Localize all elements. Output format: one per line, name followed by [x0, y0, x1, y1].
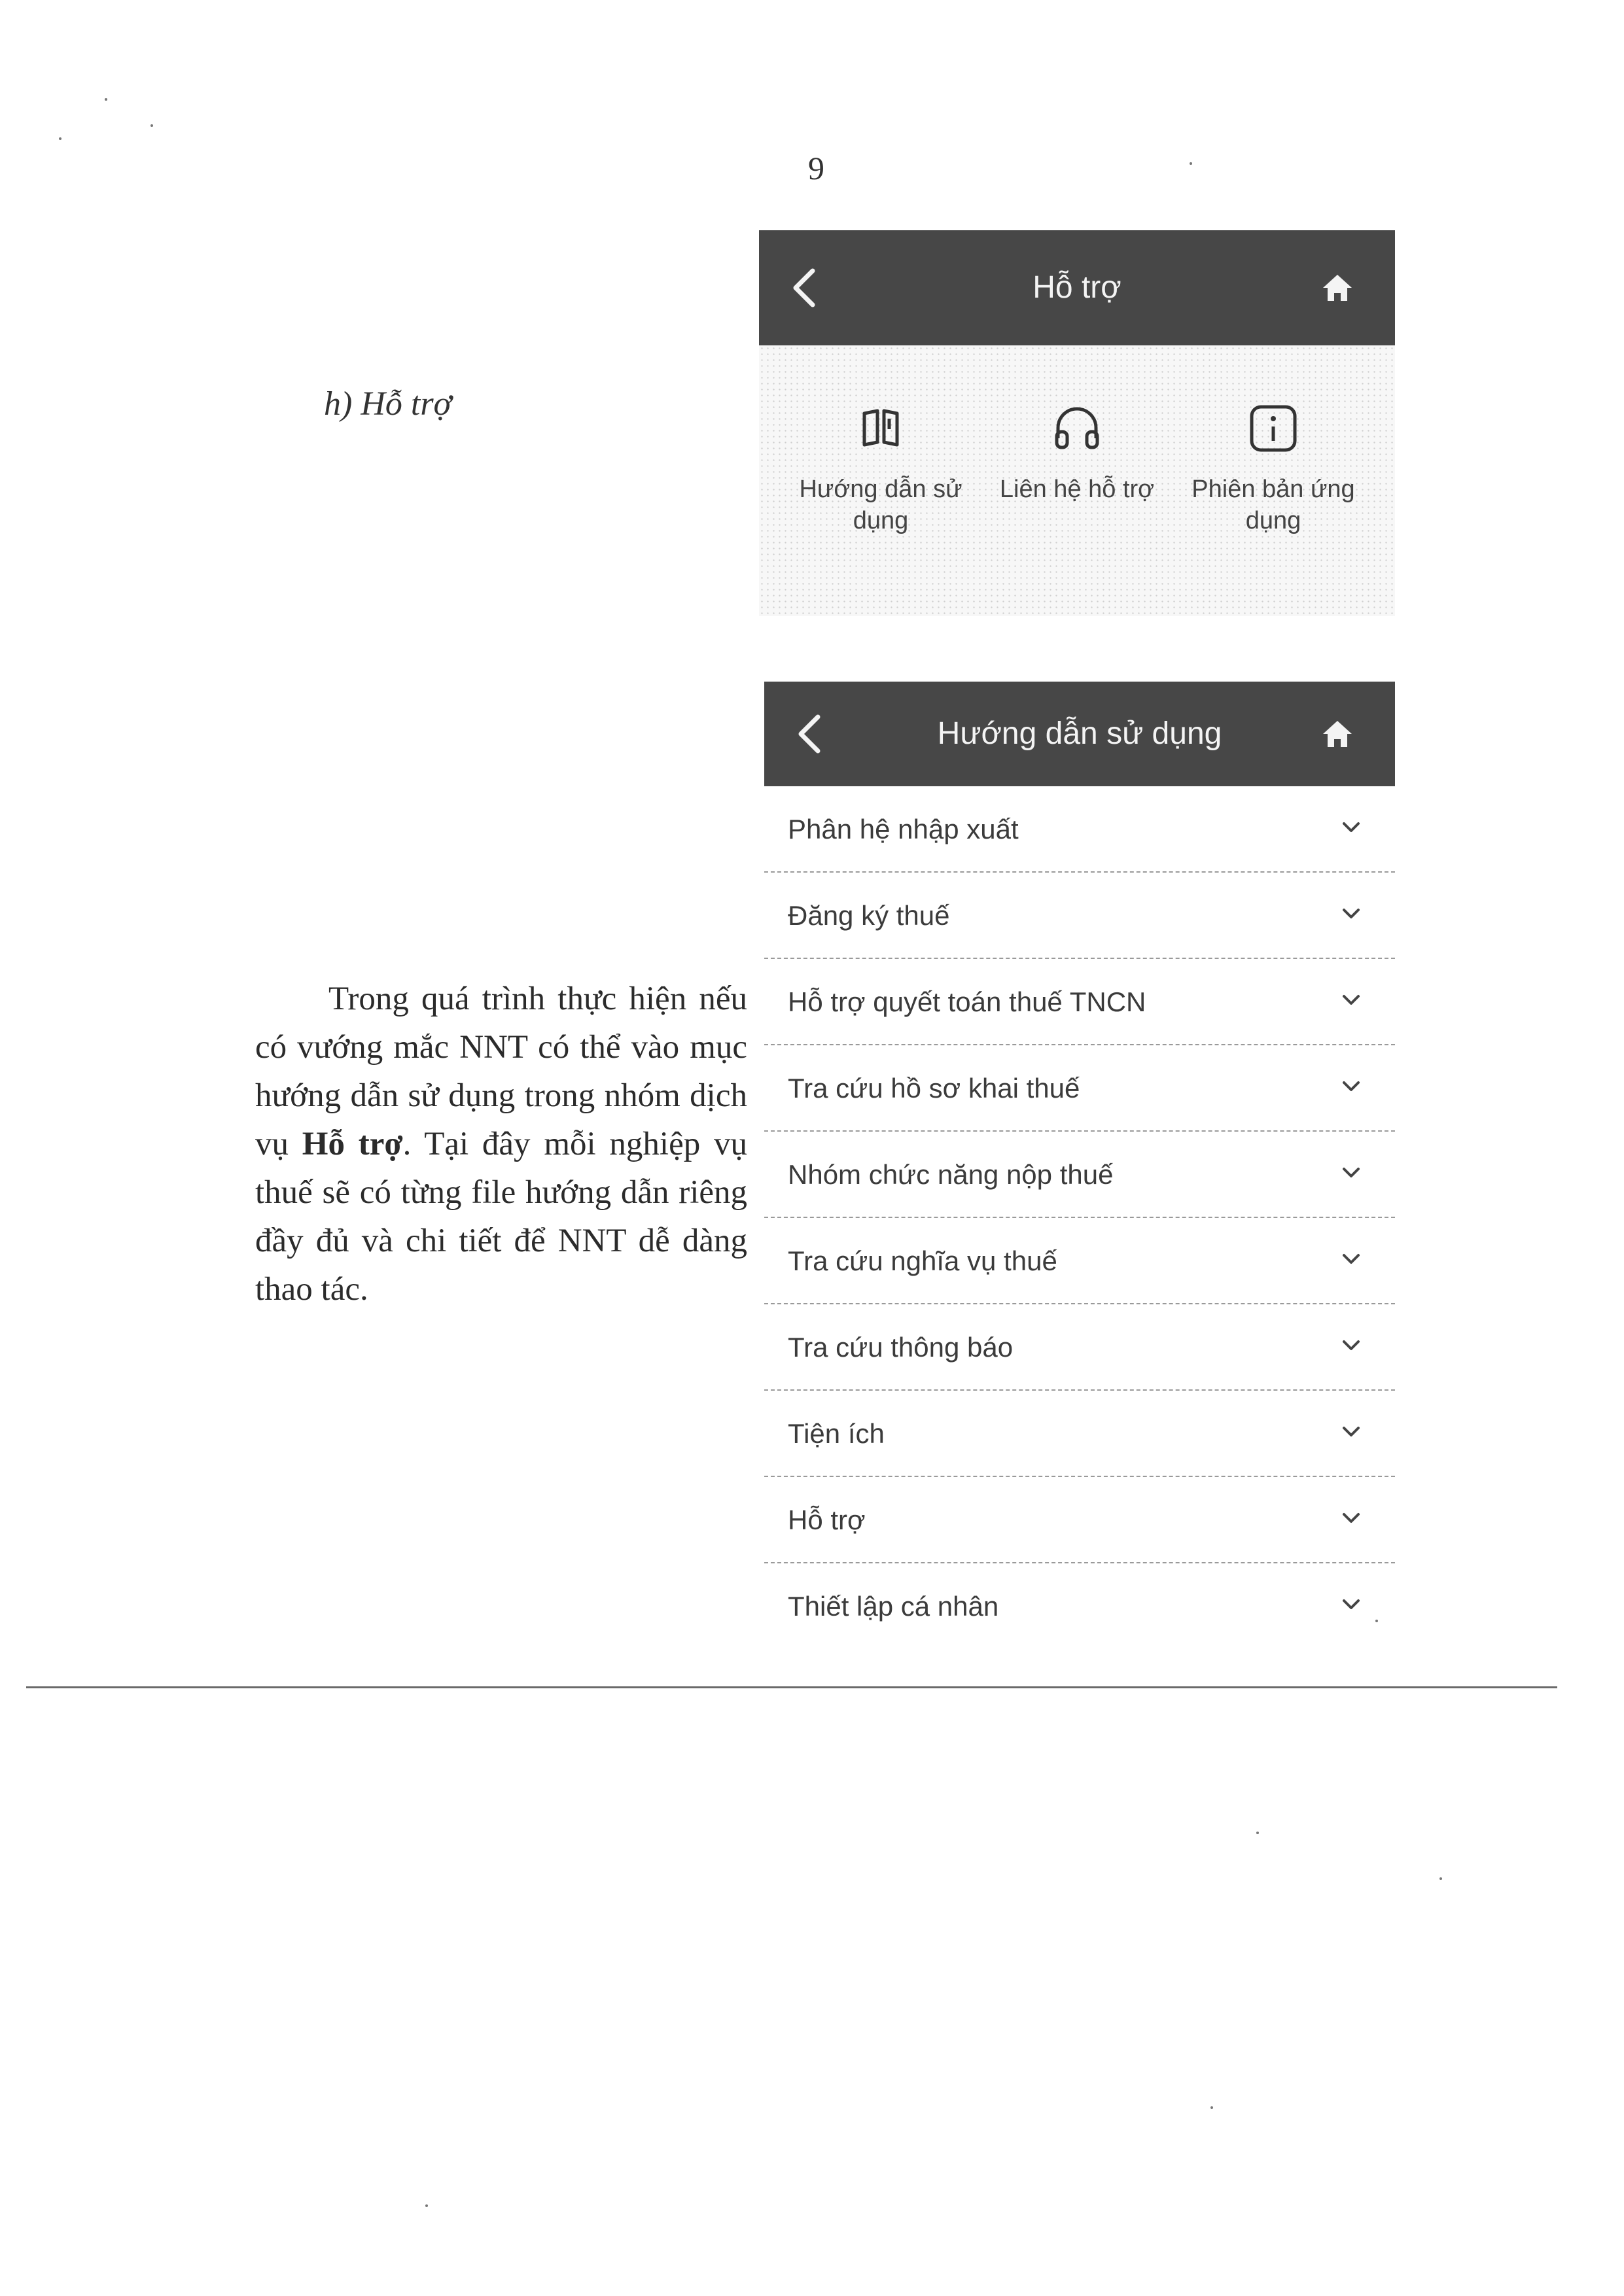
scan-speck: [425, 2204, 428, 2207]
chevron-down-icon: [1340, 1421, 1362, 1443]
chevron-down-icon: [1340, 816, 1362, 839]
list-item-label: Phân hệ nhập xuất: [788, 814, 1019, 844]
chevron-down-icon: [1340, 1162, 1362, 1184]
headphones-icon: [1048, 399, 1106, 458]
list-item[interactable]: [764, 786, 1395, 873]
chevron-down-icon: [1340, 1507, 1362, 1529]
scan-speck: [1190, 162, 1192, 165]
guide-title: Hướng dẫn sử dụng: [937, 716, 1222, 751]
home-icon[interactable]: [1320, 271, 1354, 305]
list-item-label: Nhóm chức năng nộp thuế: [788, 1159, 1114, 1190]
paragraph-text-start: Trong quá trình thực hiện nếu có vướng mắc NNT có thể vào mục hướng dẫn sử dụng trong nhóm dịch vụ: [255, 981, 747, 1162]
chevron-down-icon: [1340, 1248, 1362, 1270]
tile-label: Phiên bản ứng dụng: [1192, 476, 1355, 534]
guide-menu-list: [764, 786, 1395, 1648]
list-item-label: Hỗ trợ: [788, 1505, 866, 1535]
list-item-label: Thiết lập cá nhân: [788, 1591, 999, 1622]
paragraph-text-end: . Tại đây mỗi nghiệp vụ thuế sẽ có từng file hướng dẫn riêng đầy đủ và chi tiết để NNT dễ dàng thao tác.: [255, 1126, 748, 1308]
list-item-label: Đăng ký thuế: [788, 900, 950, 931]
list-item[interactable]: [764, 959, 1395, 1045]
list-item[interactable]: [764, 1391, 1395, 1477]
tile-label: Hướng dẫn sử dụng: [799, 476, 962, 534]
list-item-label: Hỗ trợ quyết toán thuế TNCN: [788, 986, 1146, 1017]
chevron-down-icon: [1340, 989, 1362, 1011]
user-guide-screen: [764, 682, 1395, 1625]
list-item[interactable]: [764, 1477, 1395, 1563]
tile-label: Liên hệ hỗ trợ: [999, 476, 1155, 503]
list-item[interactable]: [764, 1563, 1395, 1648]
scan-speck: [150, 124, 153, 127]
support-screen: [759, 230, 1395, 616]
chevron-down-icon: [1340, 1075, 1362, 1098]
scan-speck: [105, 98, 107, 101]
tile-user-guide[interactable]: [783, 399, 979, 536]
guide-header: [764, 682, 1395, 786]
chevron-down-icon: [1340, 1334, 1362, 1357]
list-item-label: Tiện ích: [788, 1418, 885, 1449]
tile-contact-support[interactable]: [979, 399, 1175, 505]
paragraph-bold-term: Hỗ trợ: [302, 1126, 403, 1162]
list-item[interactable]: [764, 1218, 1395, 1304]
section-title: h) Hỗ trợ: [324, 385, 452, 423]
chevron-down-icon: [1340, 903, 1362, 925]
page-divider: [26, 1686, 1557, 1688]
scan-speck: [1439, 1877, 1442, 1880]
body-paragraph: [255, 975, 747, 1313]
scan-speck: [1375, 1620, 1378, 1622]
scan-speck: [1210, 2106, 1213, 2109]
list-item-label: Tra cứu thông báo: [788, 1332, 1014, 1363]
scan-speck: [59, 137, 62, 140]
chevron-down-icon: [1340, 1593, 1362, 1616]
support-tile-area: [759, 345, 1395, 616]
support-title: Hỗ trợ: [1033, 270, 1121, 305]
tile-app-version[interactable]: [1175, 399, 1371, 536]
list-item-label: Tra cứu nghĩa vụ thuế: [788, 1245, 1057, 1276]
list-item[interactable]: [764, 1045, 1395, 1132]
list-item[interactable]: [764, 1132, 1395, 1218]
book-icon: [851, 399, 910, 458]
page-number: 9: [808, 150, 824, 186]
list-item-label: Tra cứu hồ sơ khai thuế: [788, 1073, 1080, 1104]
home-icon[interactable]: [1320, 717, 1354, 751]
list-item[interactable]: [764, 873, 1395, 959]
scan-speck: [1256, 1832, 1259, 1834]
info-icon: [1244, 399, 1303, 458]
support-header: [759, 230, 1395, 345]
list-item[interactable]: [764, 1304, 1395, 1391]
